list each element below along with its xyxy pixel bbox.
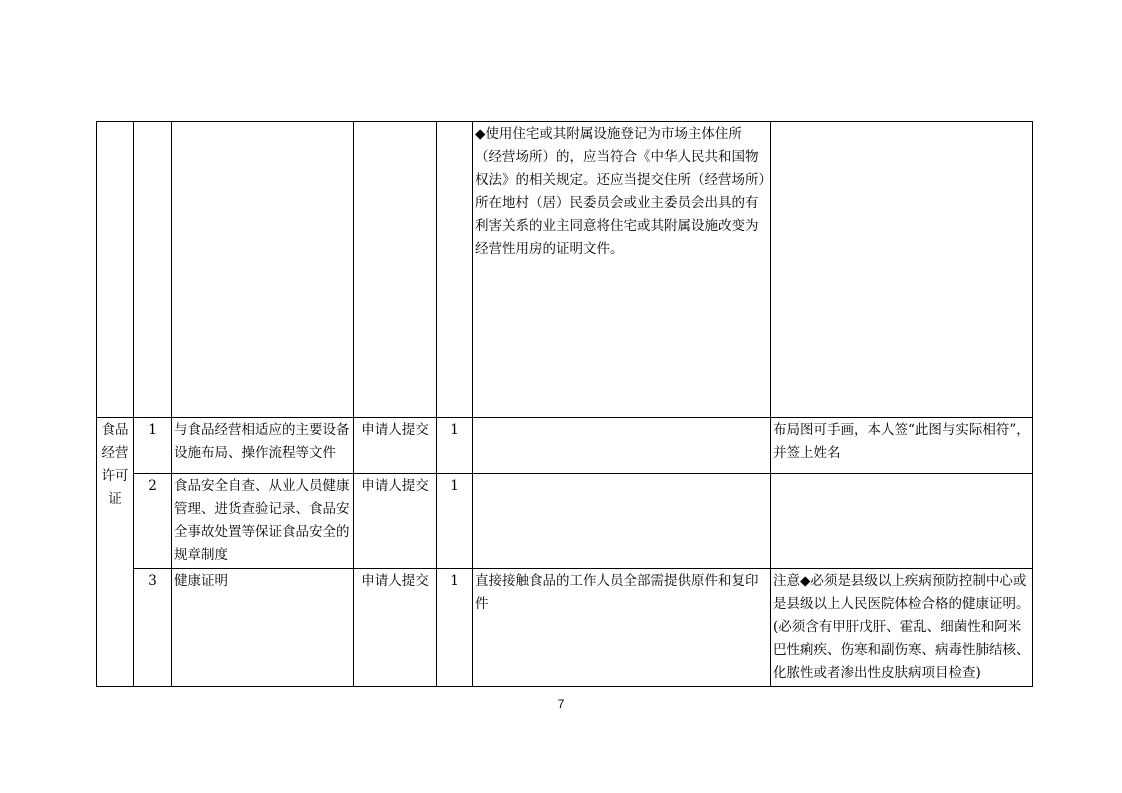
table-cell (172, 122, 354, 418)
copies-cell: 1 (437, 418, 473, 474)
copies-cell: 1 (437, 474, 473, 569)
row-number: 3 (134, 569, 172, 687)
table-cell (134, 122, 172, 418)
note-cell: 布局图可手画，本人签“此图与实际相符”，并签上姓名 (771, 418, 1033, 474)
material-cell: 食品安全自查、从业人员健康管理、进货查验记录、食品安全事故处置等保证食品安全的规章制度 (172, 474, 354, 569)
requirement-cell: 直接接触食品的工作人员全部需提供原件和复印件 (473, 569, 771, 687)
requirement-cell (473, 418, 771, 474)
table-cell (354, 122, 437, 418)
row-number: 2 (134, 474, 172, 569)
note-cell (771, 122, 1033, 418)
table-row (97, 418, 1033, 474)
category-cell: 食品经营许可证 (97, 418, 134, 687)
note-cell: 注意◆必须是县级以上疾病预防控制中心或是县级以上人民医院体检合格的健康证明。(必须含有甲肝戊肝、霍乱、细菌性和阿米巴性痢疾、伤寒和副伤寒、病毒性肺结核、化脓性或者渗出性皮肤病项目检查) (771, 569, 1033, 687)
source-cell: 申请人提交 (354, 569, 437, 687)
table-row (97, 122, 1033, 418)
document-table (96, 121, 1033, 687)
row-number: 1 (134, 418, 172, 474)
source-cell: 申请人提交 (354, 418, 437, 474)
requirement-cell: ◆使用住宅或其附属设施登记为市场主体住所（经营场所）的，应当符合《中华人民共和国物权法》的相关规定。还应当提交住所（经营场所）所在地村（居）民委员会或业主委员会出具的有利害关系的业主同意将住宅或其附属设施改变为经营性用房的证明文件。 (473, 122, 771, 418)
copies-cell: 1 (437, 569, 473, 687)
table-cell (437, 122, 473, 418)
requirement-cell (473, 474, 771, 569)
material-cell: 健康证明 (172, 569, 354, 687)
page-number: 7 (557, 697, 565, 711)
table-row (97, 474, 1033, 569)
note-cell (771, 474, 1033, 569)
material-cell: 与食品经营相适应的主要设备设施布局、操作流程等文件 (172, 418, 354, 474)
table-row (97, 569, 1033, 687)
table-cell (97, 122, 134, 418)
source-cell: 申请人提交 (354, 474, 437, 569)
